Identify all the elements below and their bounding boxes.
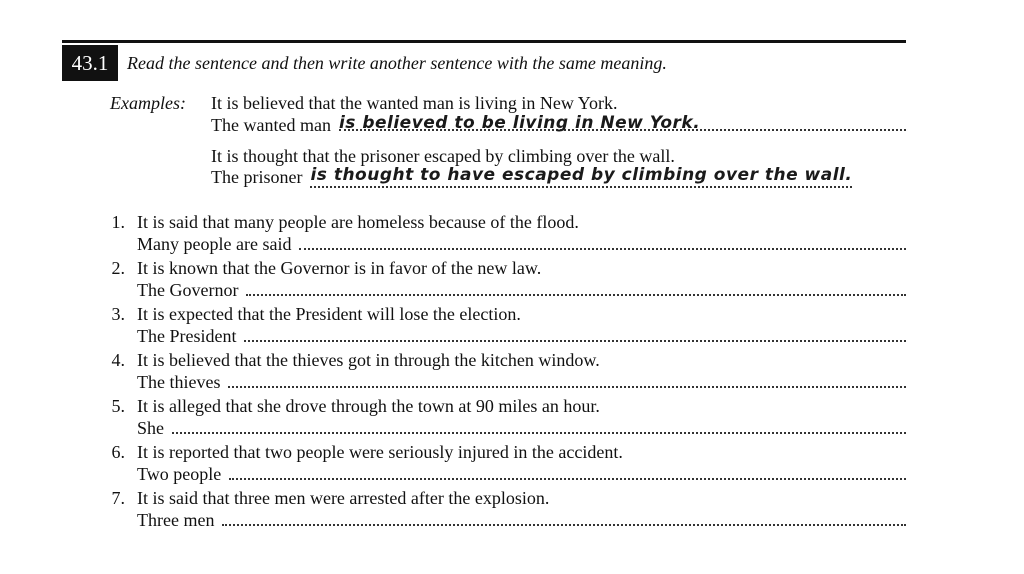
question-1-number: 1.: [111, 212, 125, 232]
question-2-number: 2.: [111, 258, 125, 278]
question-6-answer-blank[interactable]: [229, 464, 906, 480]
question-5-sentence: It is alleged that she drove through the town at 90 miles an hour.: [137, 396, 600, 416]
question-4-answer-row: [137, 371, 906, 393]
question-5-prompt: She: [137, 418, 164, 438]
question-7-sentence: It is said that three men were arrested after the explosion.: [137, 488, 550, 508]
question-2-sentence: It is known that the Governor is in favor of the new law.: [137, 258, 542, 278]
example-2-answer-row: [211, 166, 916, 188]
question-5-number: 5.: [111, 396, 125, 416]
example-2-answer-line: [310, 165, 916, 185]
question-6-number: 6.: [111, 442, 125, 462]
example-2-sentence: It is thought that the prisoner escaped by climbing over the wall.: [211, 146, 675, 166]
example-1-answer-line: [339, 115, 906, 131]
question-2-prompt: The Governor: [137, 280, 239, 300]
question-1-answer-blank[interactable]: [299, 234, 906, 250]
example-2-handwritten-answer: is thought to have escaped by climbing over the wall.: [310, 164, 852, 188]
question-5-answer-row: [137, 417, 906, 439]
exercise-instruction: Read the sentence and then write another sentence with the same meaning.: [127, 53, 667, 73]
question-1-answer-row: [137, 233, 906, 255]
question-3-prompt: The President: [137, 326, 237, 346]
question-7-answer-blank[interactable]: [222, 510, 906, 526]
top-rule: [62, 40, 906, 43]
question-7-answer-row: [137, 509, 906, 531]
question-1-prompt: Many people are said: [137, 234, 292, 254]
question-5-answer-blank[interactable]: [172, 418, 906, 434]
example-1-prompt: The wanted man: [211, 115, 331, 135]
example-2-prompt: The prisoner: [211, 167, 303, 187]
example-1-sentence: It is believed that the wanted man is living in New York.: [211, 93, 618, 113]
examples-label: Examples:: [110, 93, 186, 113]
question-7-prompt: Three men: [137, 510, 215, 530]
question-4-answer-blank[interactable]: [228, 372, 906, 388]
question-3-answer-blank[interactable]: [244, 326, 906, 342]
question-6-prompt: Two people: [137, 464, 222, 484]
question-4-number: 4.: [111, 350, 125, 370]
question-7-number: 7.: [111, 488, 125, 508]
example-1-answer-row: [211, 114, 906, 136]
question-6-answer-row: [137, 463, 906, 485]
question-1-sentence: It is said that many people are homeless because of the flood.: [137, 212, 579, 232]
example-1-handwritten-answer: is believed to be living in New York.: [338, 113, 701, 133]
question-3-answer-row: [137, 325, 906, 347]
question-2-answer-row: [137, 279, 906, 301]
question-4-prompt: The thieves: [137, 372, 221, 392]
question-2-answer-blank[interactable]: [246, 280, 906, 296]
question-6-sentence: It is reported that two people were seriously injured in the accident.: [137, 442, 623, 462]
exercise-number-badge: 43.1: [62, 45, 118, 81]
question-3-sentence: It is expected that the President will lose the election.: [137, 304, 521, 324]
question-3-number: 3.: [111, 304, 125, 324]
question-4-sentence: It is believed that the thieves got in through the kitchen window.: [137, 350, 600, 370]
